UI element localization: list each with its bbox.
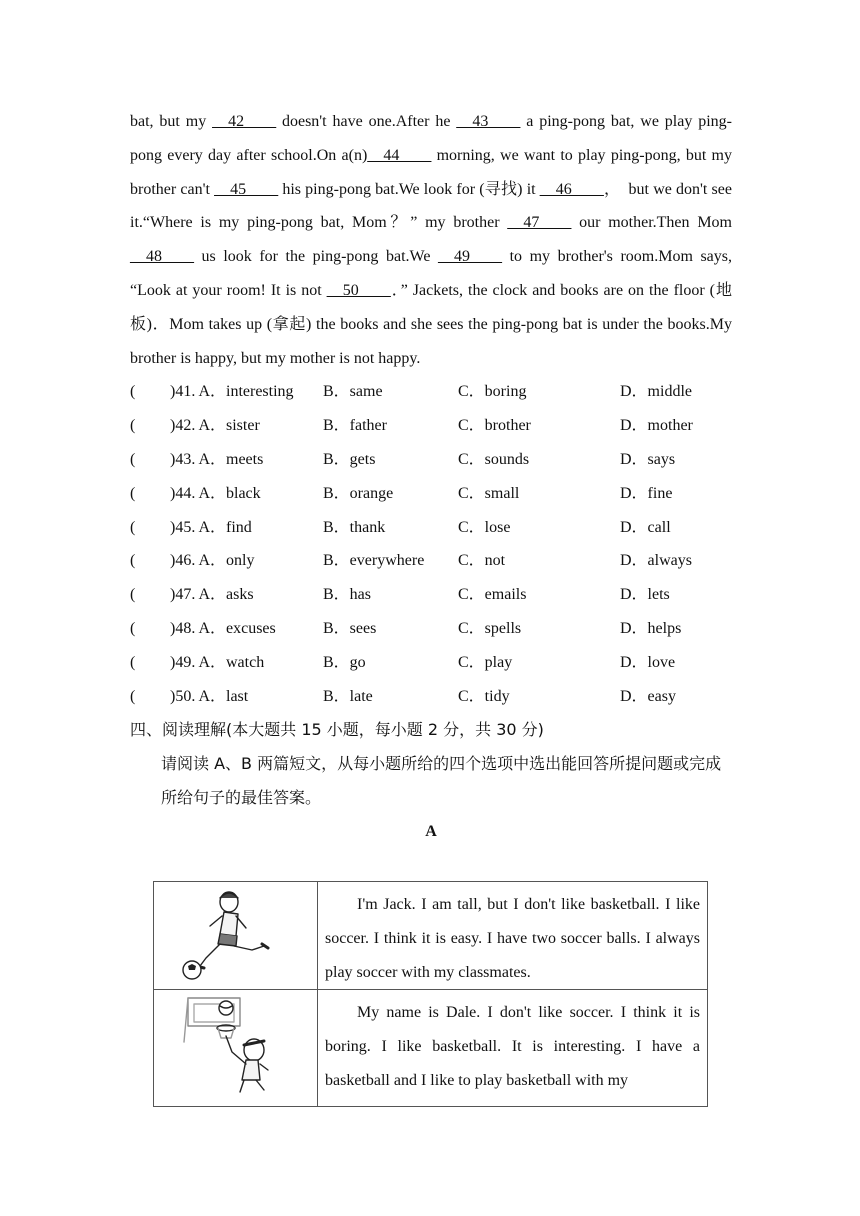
option-d: D．says: [620, 450, 676, 468]
option-a: )44. A．black: [170, 484, 261, 502]
option-c: C．not: [458, 552, 506, 570]
option-b: B．sees: [323, 619, 377, 637]
blank-50: __50____: [326, 281, 391, 299]
answer-bracket[interactable]: (: [130, 484, 136, 502]
basketball-player-icon: [154, 990, 317, 1100]
answer-bracket[interactable]: (: [130, 450, 136, 468]
answer-bracket[interactable]: (: [130, 383, 136, 401]
option-d: D．mother: [620, 417, 693, 435]
blank-48: __48____: [130, 248, 194, 266]
answer-bracket[interactable]: (: [130, 586, 136, 604]
option-b: B．gets: [323, 450, 376, 468]
text-segment: his ping-pong bat.We look for (寻找) it: [278, 180, 540, 198]
option-b: B．orange: [323, 484, 394, 502]
option-a: )46. A．only: [170, 552, 255, 570]
document-page: [130, 105, 736, 849]
option-b: B．thank: [323, 518, 386, 536]
option-b: B．father: [323, 417, 387, 435]
text-segment: morning, we want to play ping-pong, but my brother can't: [130, 146, 736, 198]
blank-46: __46____: [539, 180, 604, 198]
text-segment: us look for the ping-pong bat.We: [194, 248, 439, 266]
option-a: )43. A．meets: [170, 450, 264, 468]
option-c: C．sounds: [458, 450, 530, 468]
text-segment: doesn't have one.After he: [276, 113, 457, 130]
option-row-47: [130, 578, 732, 612]
option-a: )48. A．excuses: [170, 619, 276, 637]
option-d: D．fine: [620, 484, 673, 502]
text-segment: ， but we don't see it.“Where is my ping-pong bat, Mom？” my brother: [130, 180, 736, 232]
option-c: C．tidy: [458, 687, 510, 705]
option-b: B．everywhere: [323, 552, 425, 570]
option-c: C．emails: [458, 586, 527, 604]
option-c: C．lose: [458, 518, 511, 536]
answer-bracket[interactable]: (: [130, 619, 136, 637]
option-d: D．helps: [620, 619, 682, 637]
passage-a-text-dale: My name is Dale. I don't like soccer. I think it is boring. I like basketball. It is interesting. I have a basketball and I like to play basketball with my: [318, 990, 708, 1107]
option-row-46: [130, 544, 732, 578]
section-heading: 四、阅读理解(本大题共 15 小题，每小题 2 分，共 30 分): [130, 720, 544, 740]
cloze-passage: [130, 105, 736, 375]
options-list: [130, 375, 732, 713]
option-a: )47. A．asks: [170, 586, 254, 604]
text-segment: to my brother's room.Mom says, “Look at your room! It is not: [130, 248, 736, 299]
option-c: C．small: [458, 484, 520, 502]
option-row-44: [130, 477, 732, 511]
text-segment: bat, but my: [130, 113, 213, 130]
option-a: )41. A．interesting: [170, 383, 294, 401]
soccer-illustration: [154, 882, 318, 990]
option-b: B．has: [323, 586, 372, 604]
option-c: C．boring: [458, 383, 527, 401]
option-row-50: [130, 680, 732, 714]
option-c: C．play: [458, 653, 513, 671]
option-a: )45. A．find: [170, 518, 252, 536]
passage-a-text-jack: I'm Jack. I am tall, but I don't like basketball. I like soccer. I think it is easy. I have two soccer balls. I always play soccer with my classmates.: [318, 882, 708, 990]
answer-bracket[interactable]: (: [130, 552, 136, 570]
option-c: C．brother: [458, 417, 531, 435]
passage-label: A: [425, 822, 437, 840]
blank-42: __42____: [212, 113, 277, 130]
blank-43: __43____: [456, 113, 521, 130]
reading-table: [153, 881, 708, 1107]
option-c: C．spells: [458, 619, 522, 637]
text-segment: our mother.Then Mom: [571, 214, 736, 232]
option-row-41: [130, 375, 732, 409]
option-row-42: [130, 409, 732, 443]
option-b: B．go: [323, 653, 366, 671]
blank-45: __45____: [214, 180, 279, 198]
option-a: )42. A．sister: [170, 417, 260, 435]
option-row-48: [130, 612, 732, 646]
answer-bracket[interactable]: (: [130, 653, 136, 671]
option-row-43: [130, 443, 732, 477]
text-segment: a ping-pong bat, we play ping-pong every day after school.On a(n): [130, 113, 733, 164]
blank-49: __49____: [438, 248, 503, 266]
option-row-49: [130, 646, 732, 680]
table-row: [154, 990, 708, 1107]
option-d: D．love: [620, 653, 676, 671]
text-segment: ．” Jackets, the clock and books are on the floor (地板)．Mom takes up (拿起) the books and she sees the ping-pong bat is under the books.My brother is happy, but my mother is not happy.: [130, 281, 736, 367]
option-d: D．call: [620, 518, 671, 536]
basketball-illustration: [154, 990, 318, 1107]
option-d: D．easy: [620, 687, 676, 705]
option-d: D．always: [620, 552, 692, 570]
answer-bracket[interactable]: (: [130, 518, 136, 536]
soccer-player-icon: [154, 882, 317, 983]
option-row-45: [130, 511, 732, 545]
section-instruction: 请阅读 A、B 两篇短文，从每小题所给的四个选项中选出能回答所提问题或完成所给句子的最佳答案。: [161, 754, 722, 807]
option-a: )49. A．watch: [170, 653, 265, 671]
option-d: D．lets: [620, 586, 670, 604]
option-d: D．middle: [620, 383, 692, 401]
blank-47: __47____: [507, 214, 572, 232]
blank-44: __44____: [367, 146, 432, 164]
option-a: )50. A．last: [170, 687, 249, 705]
option-b: B．late: [323, 687, 373, 705]
option-b: B．same: [323, 383, 383, 401]
answer-bracket[interactable]: (: [130, 687, 136, 705]
table-row: [154, 882, 708, 990]
answer-bracket[interactable]: (: [130, 417, 136, 435]
